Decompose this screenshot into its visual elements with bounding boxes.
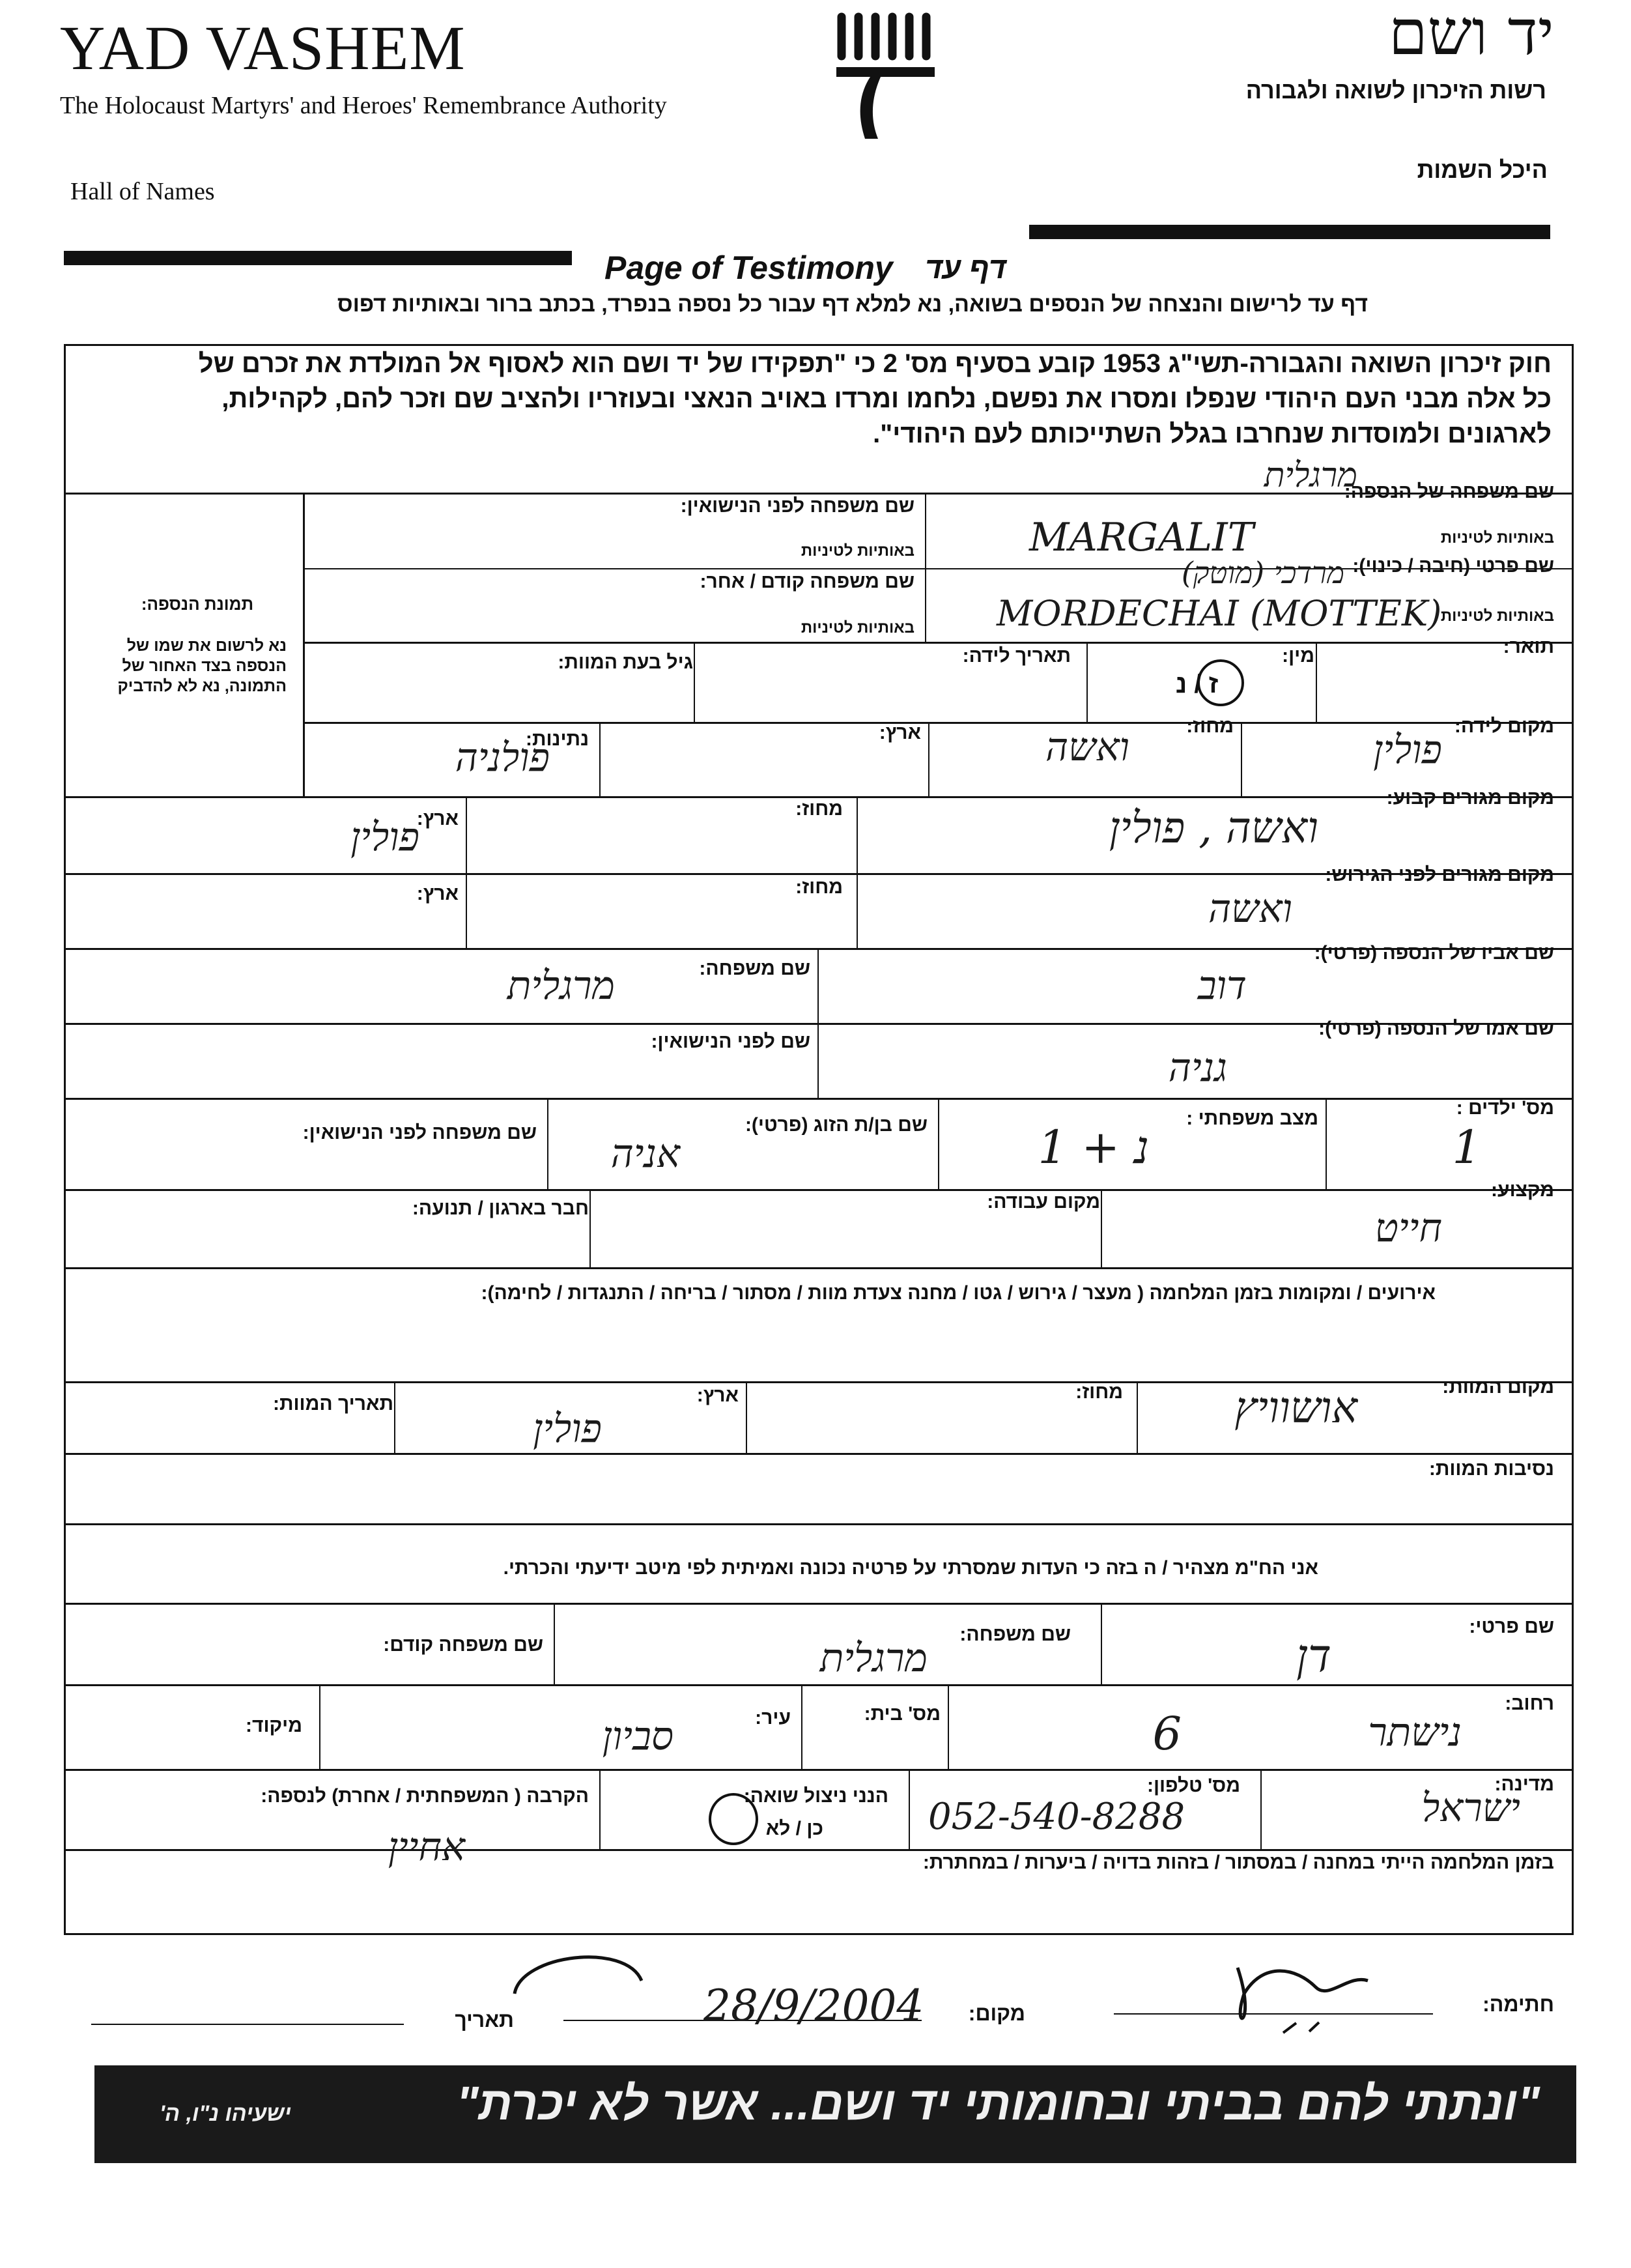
value-first-name-he: מרדכי (מוטק) [1181, 555, 1344, 590]
survivor-selected-circle [709, 1793, 758, 1845]
value-street: נישתר [1368, 1710, 1462, 1755]
label-before-district: מחוז: [795, 876, 843, 898]
date-arc-icon [508, 1948, 651, 2000]
value-permanent-country: פולין [350, 814, 419, 860]
value-death-place: אושוויץ [1234, 1383, 1357, 1433]
value-witness-first: דן [1296, 1629, 1331, 1682]
header-bar-right [1029, 225, 1550, 239]
title-en: Page of Testimony [604, 250, 893, 286]
photo-box-title: תמונת הנספה: [141, 594, 254, 614]
label-profession: מקצוע: [1491, 1179, 1554, 1201]
signature-scribble-icon [1218, 1955, 1387, 2052]
label-birth-date: תאריך לידה: [962, 645, 1071, 667]
label-latin-letters-3: באותיות לטיניות [1440, 607, 1554, 625]
yad-vashem-logo-icon [827, 5, 944, 145]
label-birth-country: ארץ: [879, 722, 921, 743]
label-spouse-name: שם בן/ת הזוג (פרטי): [745, 1114, 928, 1136]
value-phone: 052-540-8288 [928, 1796, 1185, 1838]
value-spouse-name: אניה [610, 1131, 680, 1177]
photo-box-note: נא לרשום את שמו של הנספה בצד האחור של התמונה, נא לא להדביק [117, 637, 287, 695]
label-state: מדינה: [1494, 1773, 1554, 1795]
value-mother-name: גניה [1168, 1045, 1227, 1091]
label-latin-letters-2: באותיות לטיניות [801, 542, 915, 560]
label-before-marriage: שם לפני הנישואין: [651, 1031, 810, 1052]
label-phone: מס' טלפון: [1146, 1775, 1240, 1796]
label-marital-status: מצב משפחתי : [1186, 1108, 1318, 1129]
footer-quote: "ונתתי להם בביתי ובחומותי יד ושם... אשר לא יכרת" [456, 2078, 1540, 2130]
label-death-date: תאריך המוות: [272, 1393, 393, 1414]
law-text-line1: חוק זיכרון השואה והגבורה-תשי"ג 1953 קובע בסעיף מס' 2 כי "תפקידו של יד ושם הוא לאסוף אל המולדת את זכרם של [198, 349, 1552, 378]
value-permanent-residence: ואשה , פולין [1109, 803, 1318, 853]
value-profession: חייט [1374, 1205, 1442, 1251]
value-state: ישראל [1421, 1785, 1520, 1831]
label-father-family: שם משפחה: [699, 958, 810, 979]
org-subtitle-en: The Holocaust Martyrs' and Heroes' Remembrance Authority [60, 92, 667, 119]
label-relation: הקרבה ( המשפחתית / אחרת) לנספה: [261, 1785, 589, 1807]
law-text-line2: כל אלה מבני העם היהודי שנפלו ומסרו את נפשם, נלחמו ומרדו באויב הנאצי ובעוזריו ולהציב שם וזכר להם, לקהילות, [221, 384, 1552, 413]
value-city: סביון [602, 1714, 674, 1759]
label-survivor: הנני ניצול שואה: [743, 1785, 888, 1807]
label-signature: חתימה: [1482, 1992, 1554, 2016]
label-death-place: מקום המוות: [1442, 1376, 1554, 1398]
label-latin-letters-1: באותיות לטיניות [1440, 529, 1554, 547]
value-house-no: 6 [1152, 1707, 1182, 1760]
label-war-status: בזמן המלחמה הייתי במחנה / במסתור / בזהות בדויה / ביערות / במחתרת: [922, 1852, 1554, 1873]
label-place: מקום: [968, 2002, 1025, 2025]
value-children: 1 [1452, 1121, 1481, 1174]
label-spouse-maiden: שם משפחה לפני הנישואין: [302, 1122, 537, 1143]
org-name-en: YAD VASHEM [60, 13, 466, 83]
label-witness-family: שם משפחה: [959, 1624, 1071, 1645]
value-surname-he: מרגלית [1264, 456, 1357, 495]
label-witness-prev: שם משפחה קודם: [383, 1634, 543, 1656]
value-father-family: מרגלית [507, 963, 615, 1009]
label-zip: מיקוד: [246, 1715, 302, 1736]
label-war-events: אירועים / ומקומות בזמן המלחמה ( מעצר / גירוש / גטו / מחנה צעדת מוות / מסתור / בריחה / התנגדות / לחימה): [481, 1282, 1436, 1304]
label-first-name: שם פרטי (חיבה / כינוי): [1352, 555, 1554, 577]
value-residence-before: ואשה [1208, 886, 1292, 932]
label-workplace: מקום עבודה: [987, 1191, 1100, 1213]
label-title: תואר: [1503, 636, 1554, 657]
label-residence-before: מקום מגורים לפני הגירוש: [1325, 864, 1554, 885]
title-he: דף עד [925, 251, 1006, 285]
label-gender: מין: [1282, 645, 1314, 667]
instructions: דף עד לרישום והנצחה של הנספים בשואה, נא למלא דף עבור כל נספה בנפרד, בכתב ברור ובאותיות דפוס [337, 292, 1368, 317]
value-nationality: פולניה [455, 735, 550, 781]
label-street: רחוב: [1505, 1693, 1554, 1714]
label-mother-name: שם אמו של הנספה (פרטי): [1318, 1018, 1554, 1039]
gender-options: ז / נ [1176, 670, 1219, 698]
hall-of-names-he: היכל השמות [1417, 156, 1548, 183]
label-prev-surname: שם משפחה קודם / אחר: [700, 571, 915, 592]
label-date: תאריך [455, 2008, 514, 2031]
label-nationality: נתינות: [525, 728, 589, 750]
gender-selected-circle [1197, 659, 1244, 706]
value-witness-family: מרגלית [819, 1635, 928, 1681]
value-first-name-latin: MORDECHAI (MOTTEK) [997, 593, 1442, 634]
value-surname-latin: MARGALIT [1029, 515, 1254, 560]
label-age-at-death: גיל בעת המוות: [558, 652, 693, 673]
label-maiden-name: שם משפחה לפני הנישואין: [680, 495, 915, 517]
label-city: עיר: [755, 1707, 791, 1729]
label-permanent-residence: מקום מגורים קבוע: [1386, 787, 1554, 809]
value-death-country: פולין [533, 1406, 602, 1452]
label-before-country: ארץ: [416, 883, 459, 904]
org-name-he: יד ושם [1388, 0, 1554, 69]
value-date: 28/9/2004 [703, 1981, 924, 2031]
value-marital-status: נ + 1 [1038, 1121, 1149, 1174]
label-perm-country: ארץ: [416, 808, 459, 829]
value-father-name: דוב [1197, 963, 1247, 1009]
label-father-name: שם אביו של הנספה (פרטי): [1314, 942, 1554, 964]
label-death-country: ארץ: [696, 1385, 739, 1406]
label-witness-first: שם פרטי: [1469, 1616, 1554, 1637]
org-subtitle-he: רשות הזיכרון לשואה ולגבורה [1245, 77, 1546, 104]
label-yes-no: כן / לא [765, 1818, 823, 1839]
hall-of-names-en: Hall of Names [70, 178, 215, 205]
value-birth-district: ואשה [1045, 725, 1129, 770]
label-declaration: אני הח"מ מצהיר / ה בזה כי העדות שמסרתי על פרטיה נכונה ואמיתית לפי מיטב ידיעתי והכרתי. [503, 1557, 1318, 1579]
label-death-circumstances: נסיבות המוות: [1428, 1458, 1554, 1480]
value-relation: אחיין [388, 1824, 465, 1870]
label-surname: שם משפחה של הנספה: [1344, 481, 1554, 502]
label-death-district: מחוז: [1075, 1381, 1123, 1403]
label-children: מס' ילדים : [1456, 1097, 1554, 1119]
label-house-no: מס' בית: [864, 1703, 941, 1725]
label-perm-district: מחוז: [795, 798, 843, 820]
label-birth-district: מחוז: [1186, 715, 1234, 737]
footer-source: ישעיהו נ"ו, ה' [160, 2101, 291, 2126]
header-bar-left [64, 251, 572, 265]
value-birth-place: פולין [1373, 727, 1442, 773]
law-text-line3: לארגונים ולמוסדות שנחרבו בגלל השתייכותם לעם היהודי". [873, 420, 1552, 448]
label-organization: חבר בארגון / תנועה: [412, 1198, 589, 1219]
label-latin-letters-4: באותיות לטיניות [801, 619, 915, 637]
label-birth-place: מקום לידה: [1454, 715, 1554, 737]
